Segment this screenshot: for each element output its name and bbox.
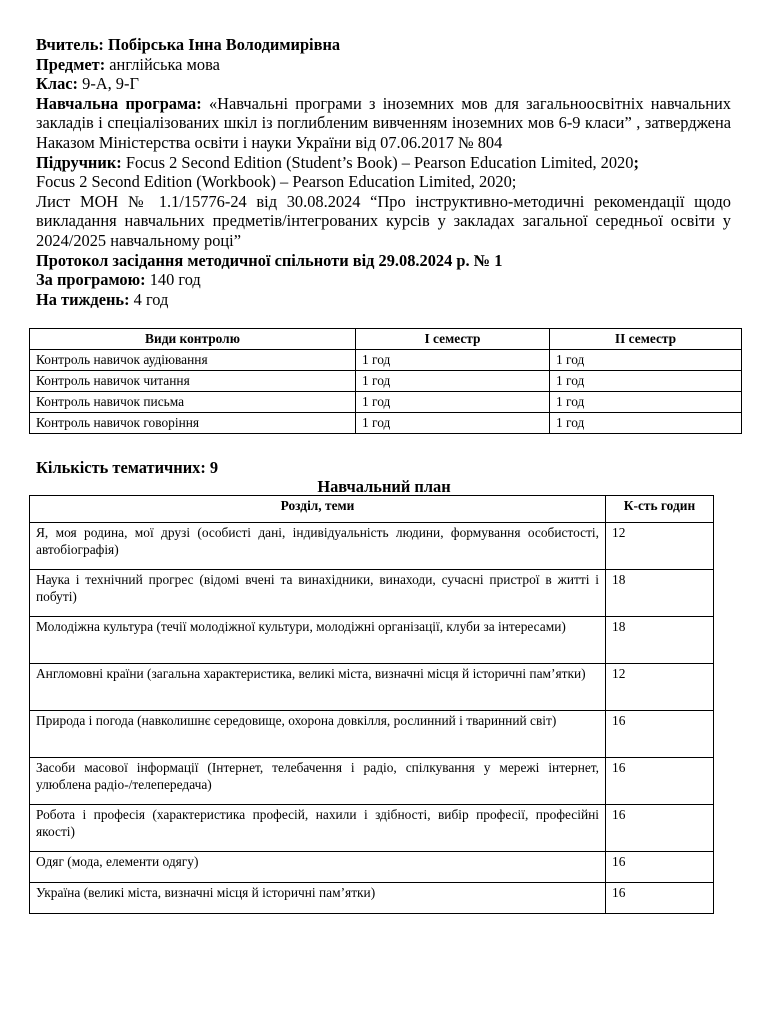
semester-1-hours: 1 год — [356, 392, 550, 413]
plan-header-topics: Розділ, теми — [30, 496, 606, 523]
plan-header-hours: К-сть годин — [606, 496, 714, 523]
textbook-label: Підручник: — [36, 152, 122, 172]
table-row — [30, 711, 714, 758]
plan-hours: 12 — [606, 523, 714, 570]
subject-label: Предмет: — [36, 54, 106, 74]
control-table-header — [30, 329, 742, 350]
plan-topic: Я, моя родина, мої друзі (особисті дані, індивідуальність людини, формування особистості, автобіографія) — [30, 523, 606, 570]
table-row — [30, 617, 714, 664]
semester-2-hours: 1 год — [550, 392, 742, 413]
program-hours-label: За програмою: — [36, 270, 146, 290]
control-header-type: Види контролю — [30, 329, 356, 350]
plan-hours: 16 — [606, 852, 714, 883]
semester-2-hours: 1 год — [550, 371, 742, 392]
plan-title: Навчальний план — [317, 477, 451, 496]
program-value: «Навчальні програми з іноземних мов для загальноосвітніх навчальних закладів і спеціалізованих шкіл із поглибленим вивченням іноземних мов 6-9 класи” , затверджена Наказом Міністерства освіти і науки України від 07.06.2017 № 804 — [36, 93, 731, 152]
table-row — [30, 350, 742, 371]
class-line — [36, 74, 731, 94]
control-header-semester-2: ІІ семестр — [550, 329, 742, 350]
plan-topic: Україна (великі міста, визначні місця й історичні пам’ятки) — [30, 883, 606, 914]
teacher-line — [36, 35, 731, 55]
class-value: 9-А, 9-Г — [82, 74, 139, 94]
table-row — [30, 805, 714, 852]
semester-2-hours: 1 год — [550, 350, 742, 371]
textbook-value: Focus 2 Second Edition (Student’s Book) – Pearson Education Limited, 2020 — [125, 152, 634, 172]
textbook-separator: ; — [633, 152, 639, 172]
plan-topic: Молодіжна культура (течії молодіжної культури, молодіжні організації, клуби за інтересами) — [30, 617, 606, 664]
plan-table — [29, 495, 714, 914]
table-row — [30, 392, 742, 413]
plan-topic: Засоби масової інформації (Інтернет, телебачення і радіо, спілкування у мережі інтернет, улюблена радіо-/телепередача) — [30, 758, 606, 805]
teacher-label: Вчитель: — [36, 35, 104, 54]
document-header — [36, 35, 731, 309]
semester-1-hours: 1 год — [356, 350, 550, 371]
plan-topic: Англомовні країни (загальна характеристика, великі міста, визначні місця й історичні пам’ятки) — [30, 664, 606, 711]
weekly-hours-label: На тиждень: — [36, 289, 130, 309]
plan-hours: 18 — [606, 570, 714, 617]
thematic-count: Кількість тематичних: 9 — [36, 458, 219, 477]
semester-1-hours: 1 год — [356, 413, 550, 434]
table-row — [30, 852, 714, 883]
weekly-hours-value: 4 год — [133, 289, 169, 309]
control-table — [29, 328, 742, 434]
control-type: Контроль навичок аудіювання — [30, 350, 356, 371]
table-row — [30, 371, 742, 392]
table-row — [30, 523, 714, 570]
table-row — [30, 570, 714, 617]
plan-hours: 16 — [606, 883, 714, 914]
control-type: Контроль навичок письма — [30, 392, 356, 413]
teacher-name: Побірська Інна Володимирівна — [107, 35, 341, 54]
table-row — [30, 413, 742, 434]
plan-hours: 16 — [606, 758, 714, 805]
semester-1-hours: 1 год — [356, 371, 550, 392]
plan-topic: Одяг (мода, елементи одягу) — [30, 852, 606, 883]
plan-hours: 12 — [606, 664, 714, 711]
control-type: Контроль навичок читання — [30, 371, 356, 392]
plan-topic: Природа і погода (навколишнє середовище, охорона довкілля, рослинний і тваринний світ) — [30, 711, 606, 758]
plan-hours: 16 — [606, 711, 714, 758]
table-row — [30, 664, 714, 711]
workbook-line: Focus 2 Second Edition (Workbook) – Pearson Education Limited, 2020; — [36, 172, 517, 192]
table-row — [30, 883, 714, 914]
subject-line — [36, 55, 731, 75]
ministry-letter-line: Лист МОН № 1.1/15776-24 від 30.08.2024 “Про інструктивно-методичні рекомендації щодо викладання навчальних предметів/інтегрованих курсів у закладах загальної середньої освіти у 2024/2025 навчальному році” — [36, 191, 731, 250]
plan-table-header — [30, 496, 714, 523]
textbook-line — [36, 153, 731, 173]
program-line — [36, 94, 731, 153]
control-type: Контроль навичок говоріння — [30, 413, 356, 434]
class-label: Клас: — [36, 74, 79, 94]
subject-value: англійська мова — [109, 54, 220, 74]
plan-topic: Наука і технічний прогрес (відомі вчені та винахідники, винаходи, сучасні пристрої в житті і побуті) — [30, 570, 606, 617]
plan-hours: 18 — [606, 617, 714, 664]
program-hours-line — [36, 270, 731, 290]
control-header-semester-1: І семестр — [356, 329, 550, 350]
plan-hours: 16 — [606, 805, 714, 852]
weekly-hours-line — [36, 290, 731, 310]
program-hours-value: 140 год — [149, 270, 201, 290]
semester-2-hours: 1 год — [550, 413, 742, 434]
plan-topic: Робота і професія (характеристика професій, нахили і здібності, вибір професії, професійні якості) — [30, 805, 606, 852]
protocol-line — [36, 251, 731, 271]
protocol-text: Протокол засідання методичної спільноти від 29.08.2024 р. № 1 — [36, 250, 503, 270]
program-label: Навчальна програма: — [36, 93, 202, 113]
table-row — [30, 758, 714, 805]
